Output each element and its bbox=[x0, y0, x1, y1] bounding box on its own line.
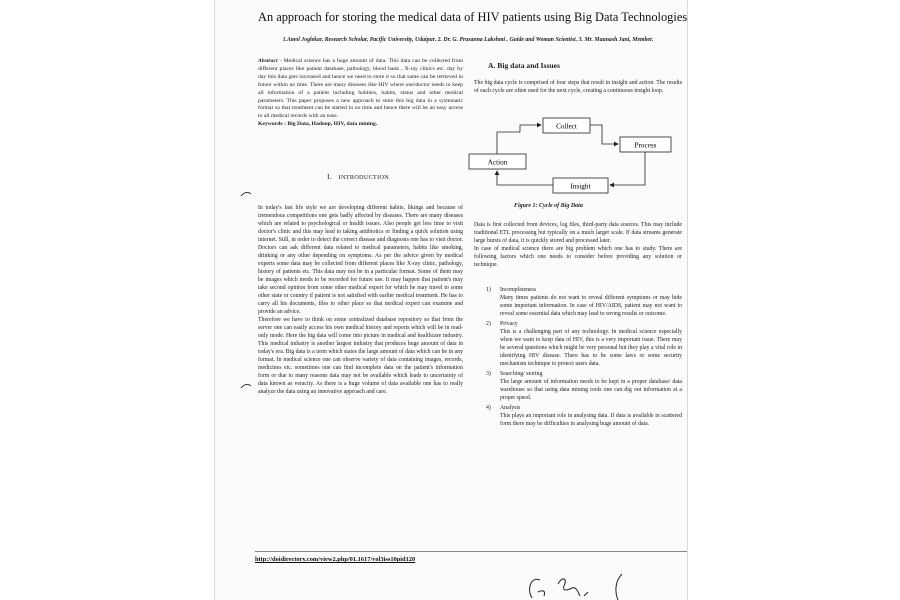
list-item-body: This is a challenging part of any technology. In medical science especially when we want to keep data of HIV, this is a very important issue. There may be several questions which might be very personal but they play a vital role in identifying HIV disease. There has to be some laws or some security mechanism technique to protect users data. bbox=[500, 329, 682, 367]
list-item-number: 1) bbox=[486, 287, 491, 293]
footer-doi-link[interactable]: http://doidirectory.com/view2.php/01.1617/vol3iss10pid120 bbox=[255, 556, 416, 563]
list-item-number: 4) bbox=[486, 405, 491, 411]
abstract bbox=[258, 58, 463, 129]
handwritten-signature bbox=[518, 570, 648, 600]
list-item-number: 3) bbox=[486, 371, 491, 377]
right-paragraph-2: In case of medical science there are big problem which one has to study. There are following factors which one needs to consider before providing any solution or technique. bbox=[474, 246, 682, 268]
process-label: Process bbox=[634, 141, 657, 150]
collect-label: Collect bbox=[556, 122, 577, 131]
figure-caption: Figure 1: Cycle of Big Data bbox=[514, 203, 583, 209]
big-data-cycle-diagram bbox=[464, 112, 692, 200]
issues-list bbox=[486, 286, 682, 430]
keywords: Keywords : Big Data, Hadoop, HIV, data mining. bbox=[258, 121, 378, 128]
page-mark-bottom bbox=[240, 382, 252, 390]
introduction-body bbox=[258, 204, 463, 396]
list-item bbox=[486, 320, 682, 368]
footer-rule bbox=[255, 551, 687, 552]
list-item-body: This plays an important role in analysing data. If data is available in scattered form there may be difficulties in analysing huge amount of data. bbox=[500, 413, 682, 427]
process-node bbox=[620, 137, 671, 152]
abstract-text: - Medical science has a huge amount of data. This data can be collected from different places like patient database, pathology, blood bank , X-ray clinics etc. day by day this data gets increased and hence we need to store it so that same can be retrieved in future within no time. There are many diseases like HIV where one/doctor needs to keep all information of a patient including hobbies, habits, status and other medical parameters. This paper proposes a new approach to store this big data in a systematic format so that treatment can be started in no time and hence there will be an easy access to all medical records with an ease. bbox=[258, 58, 463, 120]
arrow-collect-process bbox=[590, 125, 618, 144]
section-title: INTRODUCTION bbox=[338, 174, 389, 181]
insight-node bbox=[553, 178, 608, 193]
insight-label: Insight bbox=[570, 182, 591, 191]
list-item-title: Incompleteness bbox=[500, 287, 537, 293]
right-column-text bbox=[474, 221, 682, 269]
intro-paragraph-2: Therefore we have to think on some centralized database repository so that from the server one can easily access his own medical history and reports which will be in read-only mode. Here the big data will come into picture in medical and healthcare industry. This medical industry is another largest industry that produces huge amount of data in today's era. Big data is a term which states the large amount of data which can be in any format. In medical science one can observe variety of data containing images, records, medicines etc. sometimes one can find incomplete data on the patient's information form or due to many reasons data may not be available which leads to uncertainty of data known as veracity. As there is a huge volume of data available one has to really analyze the data using an innovative approach and care. bbox=[258, 317, 463, 395]
action-node bbox=[469, 154, 526, 169]
intro-paragraph-1: In today's fast life style we are developing different habits, likings and because of tremendous competitions one gets badly affected by diseases. There are many diseases which are related to psychological or health issues. Also people get less time to visit doctor's clinic and this may lead to taking antibiotics or finding a quick solution using internet. Still, in order to detect the correct disease and diagnosis one has to visit doctor. Doctors can ask different data related to medical parameters, habits like smoking, drinking or any other depending on symptoms. As per the advice given by medical experts some data may be collected from different places like X-ray clinic, pathology, history of patients etc. This data may not be in a particular format. Some of them may be images which needs to be recorded for future use. It may happen that patient's may take second opinion from some other medical expert for which he may travel to some other state or country if patient is not satisfied with earlier medical treatment. He has to carry all his documents, files to other place so that medical expert can examine and provide an advice. bbox=[258, 205, 463, 315]
section-heading-big-data: A. Big data and Issues bbox=[488, 61, 560, 70]
list-item bbox=[486, 404, 682, 428]
right-paragraph-1: Data is first collected from devices, log files, third-party data sources. This may include traditional ETL processing but typically on a much larger scale. If data streams generate large bursts of data, it is quickly stored and processed later. bbox=[474, 222, 682, 244]
arrow-insight-action bbox=[497, 171, 553, 185]
list-item bbox=[486, 286, 682, 318]
paper-title: An approach for storing the medical data of HIV patients using Big Data Technologies bbox=[258, 10, 688, 24]
list-item-body: Many times patients do not want to reveal different symptoms or may hide some important information. In case of HIV/AIDS, patient may not want to reveal some essential data which may lead to wrong results or outcome. bbox=[500, 295, 682, 317]
list-item bbox=[486, 370, 682, 402]
arrow-action-collect bbox=[497, 125, 541, 154]
page-mark-top bbox=[240, 190, 252, 198]
section-heading-introduction bbox=[327, 172, 389, 181]
arrow-process-insight bbox=[610, 152, 645, 185]
abstract-label: Abstract bbox=[258, 58, 278, 64]
author-list: 1.Amol Joglekar, Research Scholar, Pacific University, Udaipur. 2. Dr. G. Prasanna Lakshmi , Guide and Woman Scientist. 3. Mr. Maunash Jani, Member. bbox=[282, 37, 654, 43]
section-number: I. bbox=[327, 172, 333, 181]
list-item-body: The large amount of information needs to be kept in a proper database/ data warehouse so that using data mining tools one can dig out information at a proper speed. bbox=[500, 379, 682, 401]
action-label: Action bbox=[487, 158, 508, 167]
big-data-intro-text: The big data cycle is comprised of four steps that result in insight and action. The results of each cycle are often used for the next cycle, creating a continuous insight loop. bbox=[474, 80, 682, 94]
list-item-number: 2) bbox=[486, 321, 491, 327]
collect-node bbox=[543, 118, 590, 133]
list-item-title: Analysis bbox=[500, 405, 521, 411]
list-item-title: Searching/ storing bbox=[500, 371, 543, 377]
list-item-title: Privacy bbox=[500, 321, 518, 327]
